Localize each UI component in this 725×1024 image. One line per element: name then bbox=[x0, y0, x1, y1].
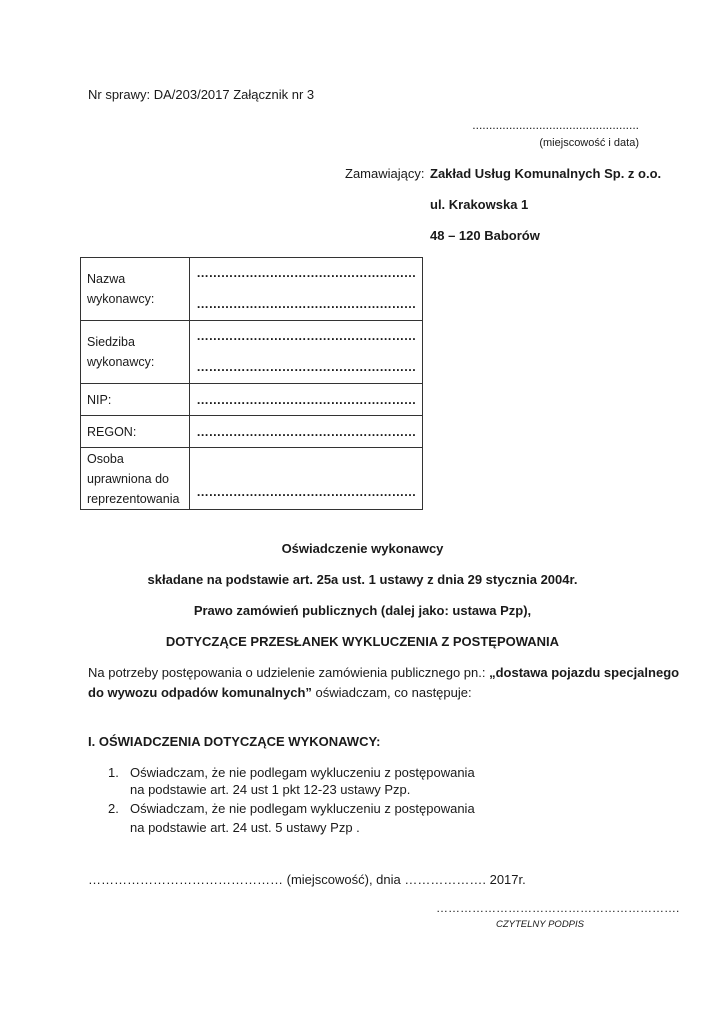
nip-label: NIP: bbox=[81, 384, 190, 416]
statement-law: Prawo zamówień publicznych (dalej jako: ustawa Pzp), bbox=[193, 603, 532, 618]
list-item-number: 1. bbox=[108, 765, 119, 780]
contracting-authority-street: ul. Krakowska 1 bbox=[430, 197, 529, 212]
table-row bbox=[81, 258, 423, 321]
table-row bbox=[81, 448, 423, 510]
list-item-number: 2. bbox=[108, 801, 119, 816]
list-item-line: na podstawie art. 24 ust 1 pkt 12-23 ustawy Pzp. bbox=[130, 782, 411, 797]
contractor-seat-dots-1: ……………………………………………… bbox=[196, 329, 416, 343]
intro-line-1 bbox=[88, 665, 679, 680]
case-reference: Nr sprawy: DA/203/2017 Załącznik nr 3 bbox=[88, 87, 315, 102]
contracting-authority-city: 48 – 120 Baborów bbox=[430, 228, 540, 243]
intro-line-2 bbox=[88, 685, 472, 700]
place-date-label: (miejscowość i data) bbox=[539, 137, 639, 149]
place-date-footer: ……………………………………… (miejscowość), dnia ………………. 2017r. bbox=[88, 872, 526, 887]
signature-line: ……………………………………………………. bbox=[436, 901, 680, 915]
nip-field[interactable]: ……………………………………………… bbox=[190, 384, 423, 416]
statement-title: Oświadczenie wykonawcy bbox=[281, 541, 444, 556]
statement-topic: DOTYCZĄCE PRZESŁANEK WYKLUCZENIA Z POSTĘPOWANIA bbox=[165, 634, 560, 649]
list-item-line: na podstawie art. 24 ust. 5 ustawy Pzp . bbox=[130, 820, 360, 835]
contractor-name-field[interactable] bbox=[190, 258, 423, 321]
contracting-authority-label: Zamawiający: bbox=[345, 166, 425, 181]
contractor-seat-label: Siedziba wykonawcy: bbox=[81, 321, 190, 384]
procurement-name-1: „dostawa pojazdu specjalnego bbox=[489, 665, 680, 680]
list-item-line: Oświadczam, że nie podlegam wykluczeniu z postępowania bbox=[130, 801, 475, 816]
table-row bbox=[81, 384, 423, 416]
section-1-heading: I. OŚWIADCZENIA DOTYCZĄCE WYKONAWCY: bbox=[88, 734, 381, 749]
representative-label: Osoba uprawniona do reprezentowania bbox=[81, 448, 190, 510]
intro-text-2: oświadczam, co następuje: bbox=[311, 685, 472, 700]
contractor-info-table bbox=[80, 257, 423, 510]
list-item-line: Oświadczam, że nie podlegam wykluczeniu z postępowania bbox=[130, 765, 475, 780]
contractor-seat-field[interactable] bbox=[190, 321, 423, 384]
contractor-name-dots-1: ……………………………………………… bbox=[196, 266, 416, 280]
contractor-seat-dots-2: ……………………………………………… bbox=[196, 360, 416, 374]
table-row bbox=[81, 416, 423, 448]
statement-subtitle: składane na podstawie art. 25a ust. 1 ustawy z dnia 29 stycznia 2004r. bbox=[147, 572, 578, 587]
representative-field[interactable]: ……………………………………………… bbox=[190, 448, 423, 510]
contracting-authority-name: Zakład Usług Komunalnych Sp. z o.o. bbox=[430, 166, 662, 181]
signature-label: CZYTELNY PODPIS bbox=[496, 919, 584, 930]
procurement-name-2: do wywozu odpadów komunalnych” bbox=[88, 685, 312, 700]
table-row bbox=[81, 321, 423, 384]
place-date-line: .................................................. bbox=[472, 118, 639, 132]
regon-field[interactable]: ……………………………………………… bbox=[190, 416, 423, 448]
contractor-name-dots-2: ……………………………………………… bbox=[196, 297, 416, 311]
regon-label: REGON: bbox=[81, 416, 190, 448]
contractor-name-label: Nazwa wykonawcy: bbox=[81, 258, 190, 321]
intro-text-1: Na potrzeby postępowania o udzielenie zamówienia publicznego pn.: bbox=[88, 665, 490, 680]
